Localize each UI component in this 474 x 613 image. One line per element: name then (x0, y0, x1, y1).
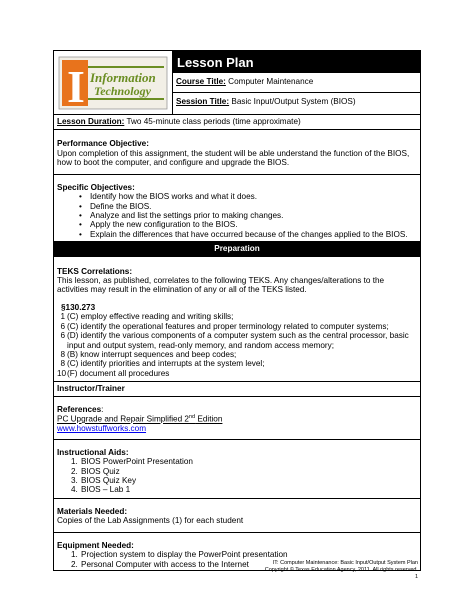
list-item: • Analyze and list the settings prior to making changes. (79, 211, 417, 220)
performance-objective (54, 130, 420, 174)
duration-value: Two 45-minute class periods (time approximate) (124, 117, 301, 126)
aids-title: Instructional Aids: (57, 447, 129, 457)
materials-text: Copies of the Lab Assignments (1) for each student (57, 516, 244, 526)
teks-text: (D) identify the various components of a computer system such as the central processor, basic input and output system, read-only memory, and random access memory; (67, 331, 409, 350)
logo-text-2: Technology (94, 83, 151, 98)
list-item (57, 369, 417, 378)
session-value: Basic Input/Output System (BIOS) (229, 97, 356, 106)
teks-num: 1 (60, 312, 65, 322)
list-item: 3. BIOS Quiz Key (71, 475, 137, 485)
aids-list (57, 457, 417, 495)
list-item: 2. Personal Computer with access to the Internet (71, 559, 249, 569)
teks-num: 10 (57, 368, 67, 378)
list-item (57, 331, 417, 350)
page-footer (265, 560, 418, 581)
list-item (57, 350, 417, 359)
page-title: Lesson Plan (173, 51, 420, 73)
list-item: 2. BIOS Quiz (71, 466, 120, 476)
teks-section: §130.273 (61, 302, 96, 312)
materials-title: Materials Needed: (57, 506, 128, 516)
list-item: • Apply the new configuration to the BIOS. (79, 220, 417, 229)
teks-text: (C) identify the operational features and proper terminology related to computer systems; (67, 321, 389, 331)
list-item: • Define the BIOS. (79, 202, 417, 211)
footer-line-1: IT: Computer Maintenance: Basic Input/Output System Plan (272, 560, 418, 566)
list-item: 1. BIOS PowerPoint Presentation (71, 457, 193, 467)
teks-list (57, 312, 417, 378)
performance-text: Upon completion of this assignment, the student will be able understand the function of the BIOS, how to boot the computer, and configure and upgrade the BIOS. (57, 148, 410, 168)
logo-cell (54, 51, 173, 114)
reference-book (57, 414, 417, 424)
teks-text: (C) employ effective reading and writing skills; (67, 312, 234, 322)
list-item (57, 322, 417, 331)
duration-label: Lesson Duration: (57, 117, 125, 126)
teks-text: (B) know interrupt sequences and beep codes; (67, 350, 237, 360)
page-number: 1 (414, 574, 418, 581)
footer-line-2: Copyright © Texas Education Agency, 2011. All rights reserved. (264, 567, 418, 574)
teks-num: 6 (60, 321, 65, 331)
references-colon: : (101, 404, 104, 414)
book-edition: Edition (195, 414, 223, 424)
header-right (173, 51, 420, 114)
teks-correlations (54, 257, 420, 383)
course-title (173, 73, 420, 93)
preparation-header: Preparation (54, 242, 420, 256)
instructional-aids (54, 440, 420, 499)
course-value: Computer Maintenance (225, 77, 314, 86)
lesson-duration (54, 115, 420, 130)
session-label: Session Title: (176, 97, 230, 106)
teks-text: (F) document all procedures (67, 368, 170, 378)
svg-text:I: I (67, 60, 85, 110)
references-title: References (57, 404, 102, 414)
specific-title: Specific Objectives: (57, 182, 135, 192)
reference-link[interactable]: www.howstuffworks.com (57, 424, 147, 434)
performance-title: Performance Objective: (57, 139, 149, 149)
teks-num: 8 (60, 359, 65, 369)
header-row (54, 51, 420, 115)
course-label: Course Title: (176, 77, 226, 86)
list-item (57, 312, 417, 321)
teks-text: (C) identify priorities and interrupts at the system level; (67, 359, 265, 369)
list-item: 4. BIOS – Lab 1 (71, 485, 131, 495)
list-item: • Explain the differences that have occurred because of the changes applied to the BIOS. (79, 230, 417, 239)
lesson-plan-table (53, 50, 421, 571)
materials-needed (54, 499, 420, 533)
information-technology-logo (58, 56, 168, 110)
book-title: PC Upgrade and Repair Simplified 2 (57, 414, 189, 424)
specific-objectives (54, 175, 420, 243)
instructor-trainer: Instructor/Trainer (54, 382, 420, 396)
list-item: 1. Projection system to display the PowerPoint presentation (71, 550, 288, 560)
references (54, 397, 420, 440)
equipment-title: Equipment Needed: (57, 540, 134, 550)
list-item: • Identify how the BIOS works and what it does. (79, 192, 417, 201)
list-item (57, 359, 417, 368)
logo-text-1: Information (90, 69, 156, 85)
teks-intro: This lesson, as published, correlates to the following TEKS. Any changes/alterations to the activities may result in the elimination of any or all of the TEKS listed. (57, 276, 385, 295)
teks-num: 6 (60, 331, 65, 341)
specific-list (57, 192, 417, 239)
session-title (173, 93, 420, 114)
book-sup: nd (188, 414, 196, 421)
teks-title: TEKS Correlations: (57, 266, 133, 276)
teks-num: 8 (60, 350, 65, 360)
